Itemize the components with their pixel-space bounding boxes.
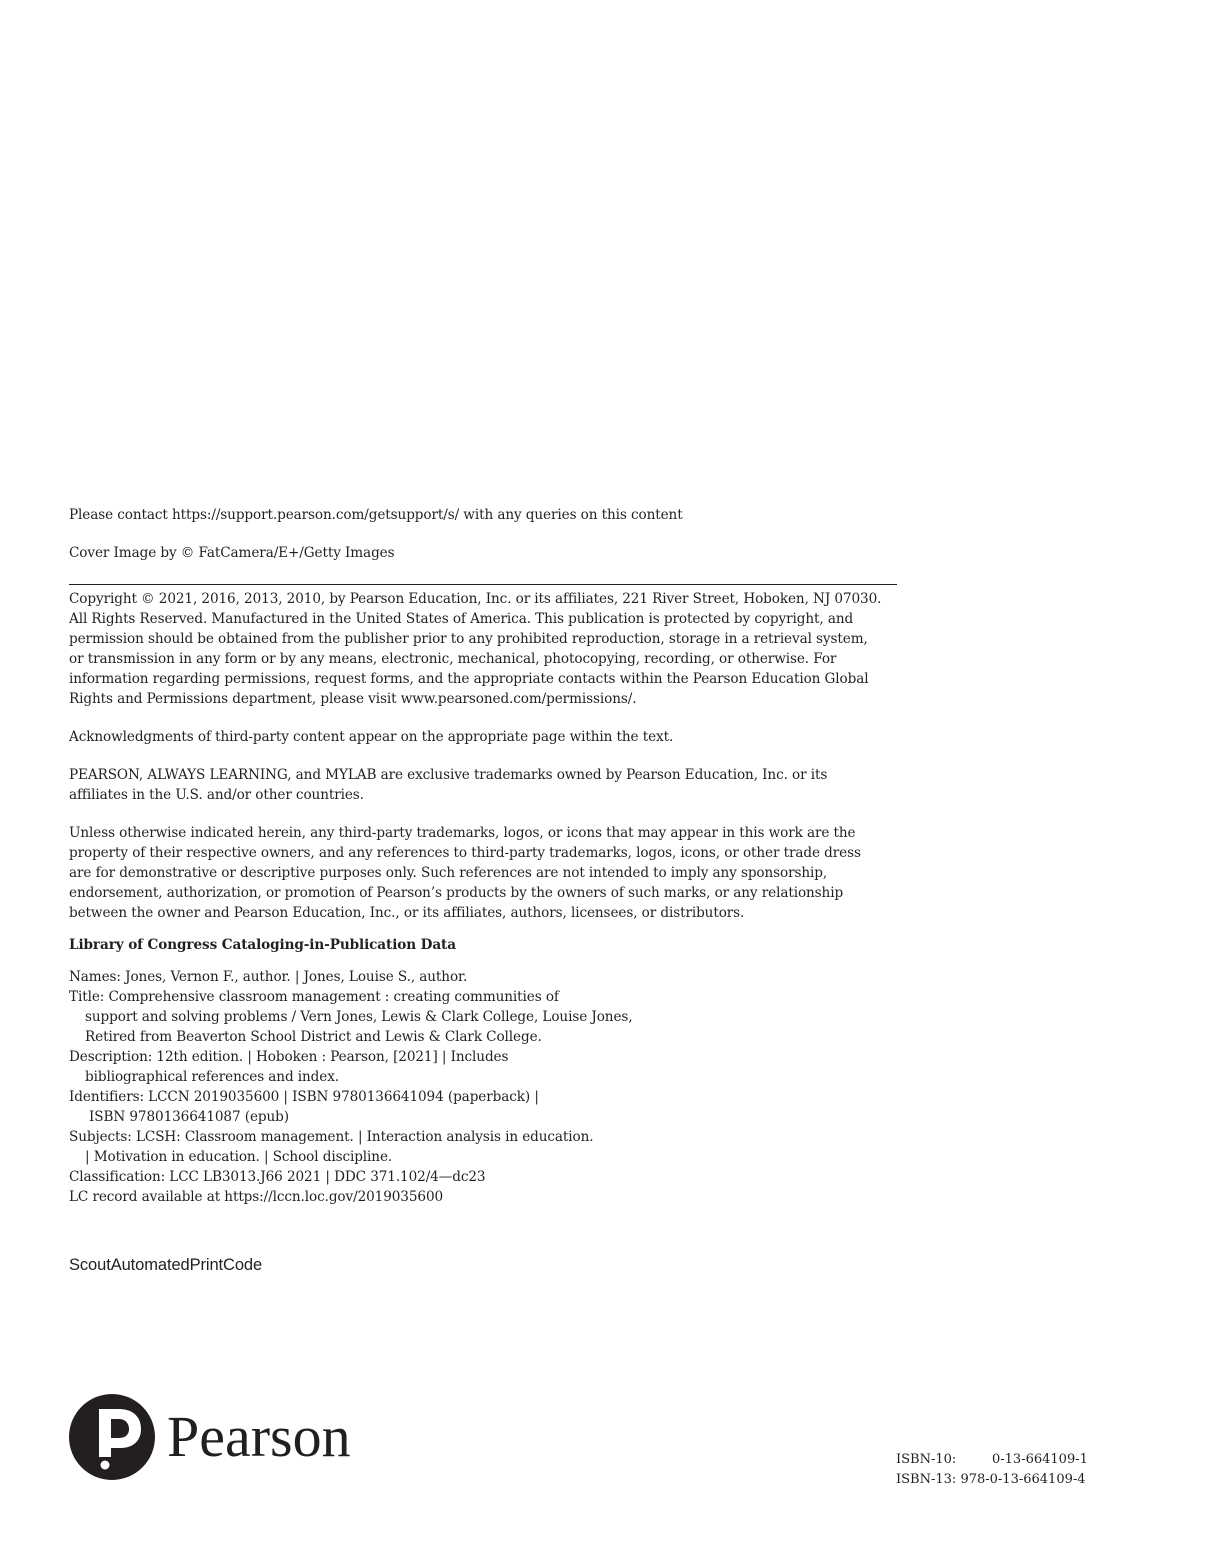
- isbn10-row: [896, 1450, 1088, 1470]
- isbn13-label: ISBN-13:: [896, 1472, 957, 1487]
- print-code: ScoutAutomatedPrintCode: [69, 1256, 263, 1274]
- pearson-logo: [69, 1389, 389, 1485]
- cip-line: Identifiers: LCCN 2019035600 | ISBN 9780136641094 (paperback) |: [69, 1089, 539, 1105]
- copyright-line: permission should be obtained from the publisher prior to any prohibited reproduction, storage in a retrieval system,: [69, 631, 868, 647]
- cip-line: Subjects: LCSH: Classroom management. | Interaction analysis in education.: [69, 1129, 594, 1145]
- third-party-line: Unless otherwise indicated herein, any third-party trademarks, logos, or icons that may appear in this work are the: [69, 825, 856, 841]
- copyright-line: Copyright © 2021, 2016, 2013, 2010, by Pearson Education, Inc. or its affiliates, 221 River Street, Hoboken, NJ 07030.: [69, 591, 882, 607]
- cip-line: Classification: LCC LB3013.J66 2021 | DDC 371.102/4—dc23: [69, 1169, 486, 1185]
- cip-line: LC record available at https://lccn.loc.gov/2019035600: [69, 1189, 444, 1205]
- isbn10-label: ISBN-10:: [896, 1452, 957, 1467]
- cip-line: ISBN 9780136641087 (epub): [89, 1109, 289, 1125]
- cip-heading: Library of Congress Cataloging-in-Publication Data: [69, 937, 456, 953]
- isbn13-row: [896, 1470, 1088, 1490]
- third-party-line: are for demonstrative or descriptive purposes only. Such references are not intended to imply any sponsorship,: [69, 865, 828, 881]
- cover-credit: Cover Image by © FatCamera/E+/Getty Images: [69, 545, 395, 561]
- copyright-line: information regarding permissions, request forms, and the appropriate contacts within the Pearson Education Global: [69, 671, 869, 687]
- copyright-line: All Rights Reserved. Manufactured in the United States of America. This publication is protected by copyright, and: [69, 611, 854, 627]
- copyright-line: Rights and Permissions department, please visit www.pearsoned.com/permissions/.: [69, 691, 637, 707]
- cip-line: Title: Comprehensive classroom management : creating communities of: [69, 989, 559, 1005]
- trademark-line: affiliates in the U.S. and/or other countries.: [69, 787, 364, 803]
- third-party-line: between the owner and Pearson Education, Inc., or its affiliates, authors, licensees, or distributors.: [69, 905, 745, 921]
- cip-line: bibliographical references and index.: [85, 1069, 340, 1085]
- copyright-notice: [69, 589, 899, 709]
- contact-line: Please contact https://support.pearson.com/getsupport/s/ with any queries on this content: [69, 507, 683, 523]
- cip-line: support and solving problems / Vern Jones, Lewis & Clark College, Louise Jones,: [85, 1009, 633, 1025]
- third-party-line: endorsement, authorization, or promotion of Pearson’s products by the owners of such marks, or any relationship: [69, 885, 844, 901]
- cip-line: | Motivation in education. | School discipline.: [85, 1149, 393, 1165]
- third-party-line: property of their respective owners, and any references to third-party trademarks, logos, icons, or other trade dress: [69, 845, 861, 861]
- cip-line: Description: 12th edition. | Hoboken : Pearson, [2021] | Includes: [69, 1049, 509, 1065]
- isbn10-value: 0-13-664109-1: [992, 1452, 1088, 1467]
- isbn-block: [896, 1450, 1088, 1490]
- trademark-notice: [69, 765, 899, 805]
- copyright-line: or transmission in any form or by any means, electronic, mechanical, photocopying, recording, or otherwise. For: [69, 651, 837, 667]
- acknowledgments-line: Acknowledgments of third-party content appear on the appropriate page within the text.: [69, 729, 674, 745]
- cip-data: [69, 967, 899, 1207]
- cip-line: Names: Jones, Vernon F., author. | Jones, Louise S., author.: [69, 969, 468, 985]
- divider-rule: [69, 584, 897, 585]
- pearson-p-logo-icon: [69, 1389, 389, 1485]
- pearson-wordmark: Pearson: [167, 1404, 351, 1469]
- trademark-line: PEARSON, ALWAYS LEARNING, and MYLAB are exclusive trademarks owned by Pearson Education, Inc. or its: [69, 767, 828, 783]
- isbn13-value: 978-0-13-664109-4: [960, 1472, 1086, 1487]
- cip-line: Retired from Beaverton School District and Lewis & Clark College.: [85, 1029, 542, 1045]
- third-party-notice: [69, 823, 899, 923]
